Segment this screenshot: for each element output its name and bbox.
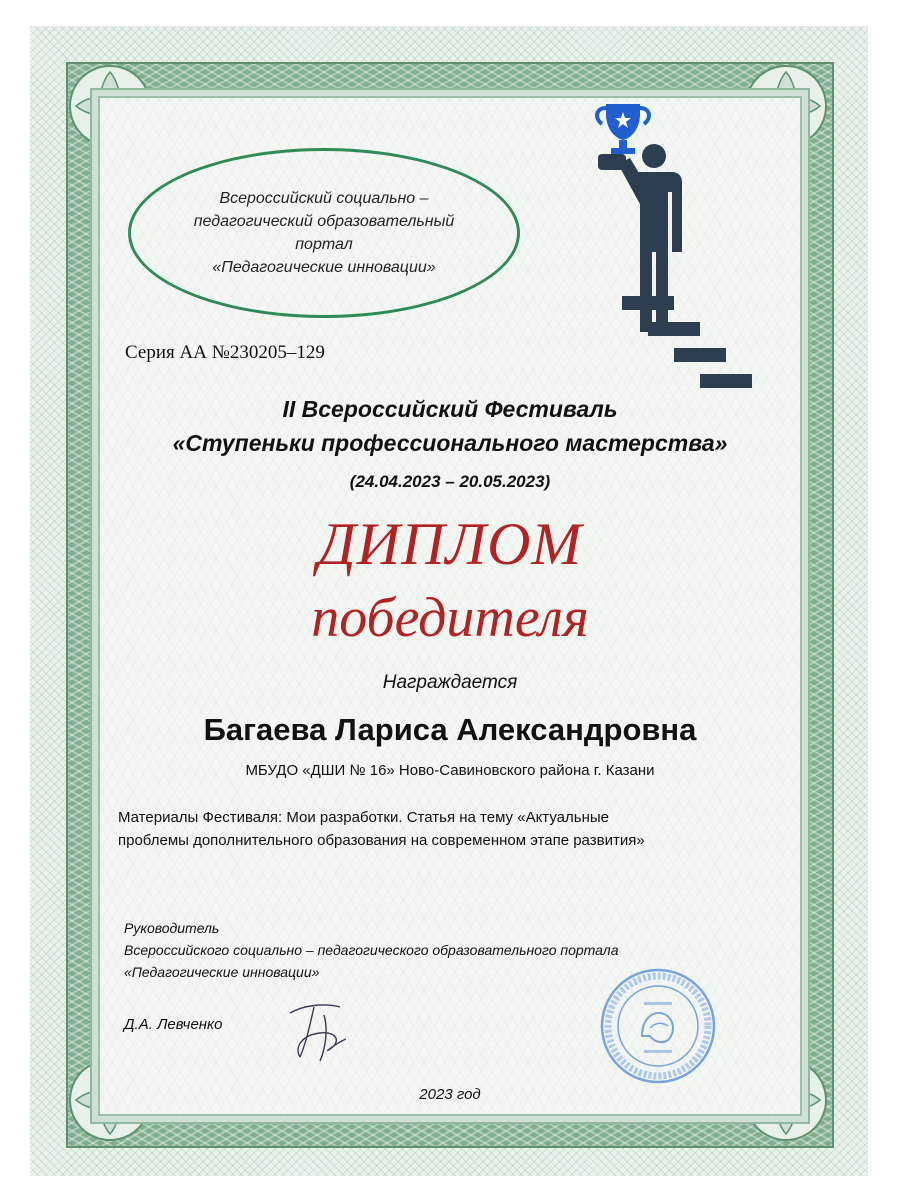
recipient-name: Багаева Лариса Александровна — [203, 712, 697, 747]
festival-title-line-2: «Ступеньки профессионального мастерства» — [172, 430, 728, 456]
festival-dates: (24.04.2023 – 20.05.2023) — [349, 472, 551, 491]
diploma-title: ДИПЛОМ — [317, 511, 583, 577]
materials-text — [118, 806, 798, 852]
portal-line-2: педагогический образовательный — [193, 213, 455, 230]
portal-line-3: портал — [295, 236, 353, 253]
signatory-role-line-3: «Педагогические инновации» — [124, 964, 320, 980]
portal-line-4: «Педагогические инновации» — [212, 259, 436, 276]
awarded-label: Награждается — [382, 672, 518, 693]
signatory-role-line-1: Руководитель — [124, 920, 220, 936]
certificate-year: 2023 год — [419, 1086, 481, 1103]
recipient-organization: МБУДО «ДШИ № 16» Ново-Савиновского района г. Казани — [245, 762, 655, 779]
materials-line-2: проблемы дополнительного образования на современном этапе развития» — [118, 832, 645, 849]
signatory-name: Д.А. Левченко — [124, 1016, 223, 1033]
signatory-role-line-2: Всероссийского социально – педагогического образовательного портала — [124, 942, 619, 958]
festival-title-line-1: II Всероссийский Фестиваль — [282, 396, 618, 422]
portal-line-1: Всероссийский социально – — [219, 190, 429, 207]
seal-stamp — [598, 966, 718, 1086]
diploma-subtitle: победителя — [311, 587, 589, 649]
trophy-figure-icon — [578, 98, 758, 392]
signature — [280, 995, 360, 1065]
signatory-role — [124, 917, 618, 983]
series-number: Серия АА №230205–129 — [125, 342, 325, 363]
materials-line-1: Материалы Фестиваля: Мои разработки. Статья на тему «Актуальные — [118, 809, 609, 826]
portal-name-oval — [128, 148, 520, 318]
